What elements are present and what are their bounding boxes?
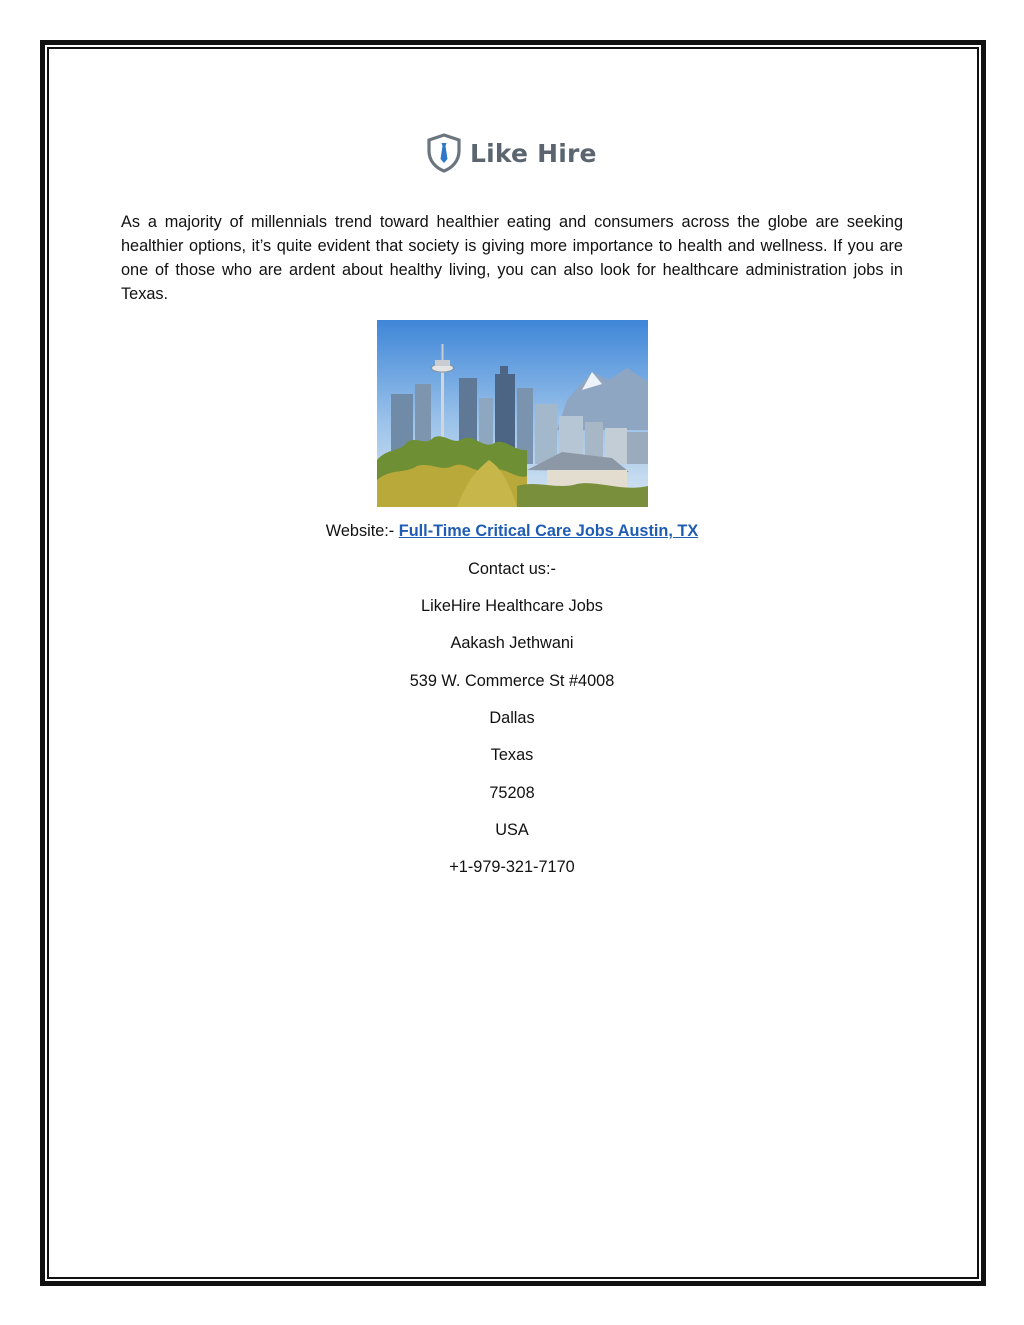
- website-line: [0, 522, 1024, 541]
- contact-country: USA: [495, 821, 529, 839]
- contact-zip: 75208: [489, 784, 535, 802]
- contact-company: LikeHire Healthcare Jobs: [421, 597, 603, 615]
- website-link[interactable]: Full-Time Critical Care Jobs Austin, TX: [398, 522, 699, 540]
- contact-street: 539 W. Commerce St #4008: [409, 672, 615, 690]
- logo-text: Like Hire: [470, 138, 597, 168]
- contact-city: Dallas: [489, 709, 535, 727]
- city-skyline-photo: [377, 320, 648, 507]
- contact-person: Aakash Jethwani: [450, 634, 574, 652]
- shield-tie-icon: [426, 133, 462, 173]
- intro-paragraph: As a majority of millennials trend toward healthier eating and consumers across the globe are seeking healthier options, it’s quite evident that society is giving more importance to health and wellness. If you are one of those who are ardent about healthy living, you can also look for healthcare administration jobs in Texas.: [121, 213, 903, 303]
- contact-phone: +1-979-321-7170: [449, 858, 575, 876]
- contact-state: Texas: [490, 746, 534, 764]
- website-label: Website:-: [325, 522, 395, 540]
- contact-heading: Contact us:-: [468, 560, 556, 578]
- likehire-logo: [426, 131, 597, 175]
